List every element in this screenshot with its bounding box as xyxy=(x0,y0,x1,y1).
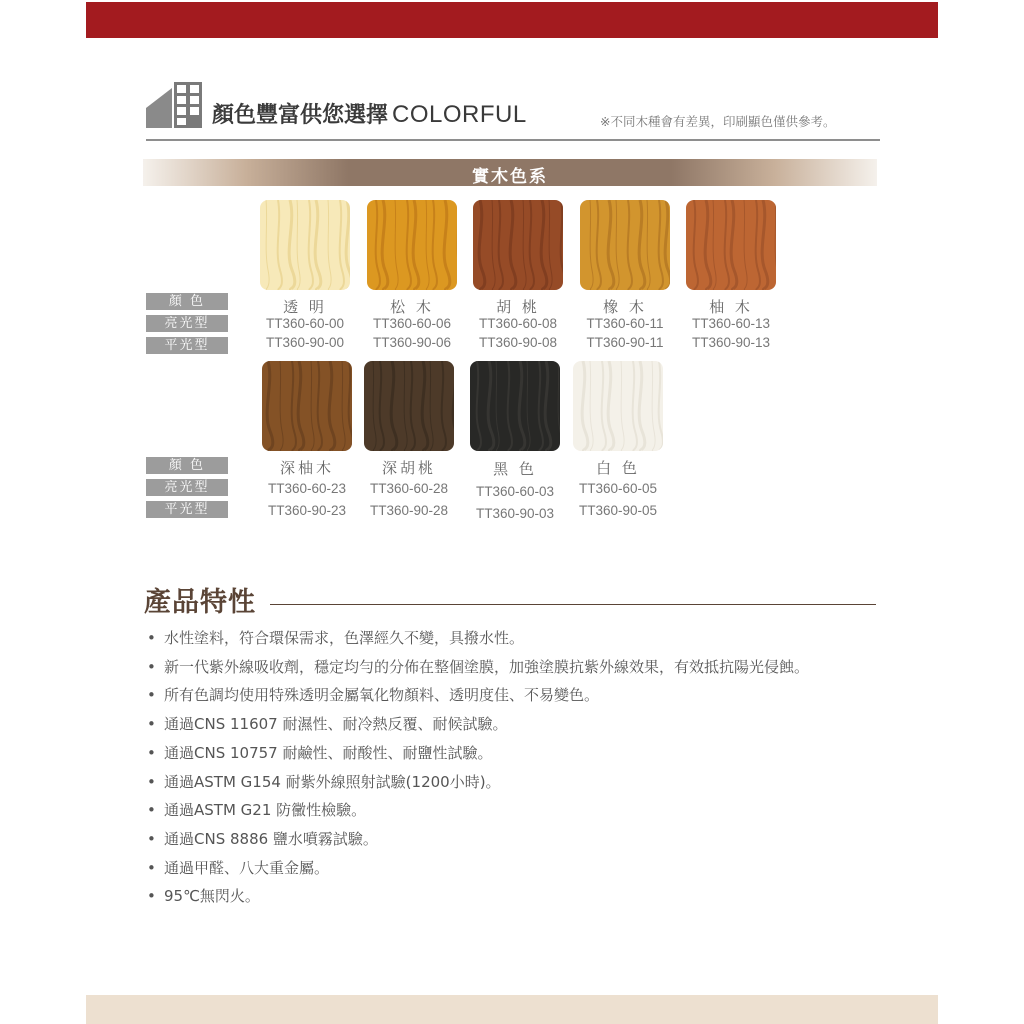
top-accent-bar xyxy=(86,2,938,38)
row1-matte-label: 平光型 xyxy=(146,337,228,354)
matte-code: TT360-90-05 xyxy=(578,503,658,518)
matte-code: TT360-90-23 xyxy=(267,503,347,518)
features-divider xyxy=(270,604,876,605)
swatch-name: 橡 木 xyxy=(603,298,647,316)
matte-code: TT360-90-06 xyxy=(372,335,452,350)
features-list xyxy=(146,624,846,911)
swatch-dark-walnut xyxy=(364,361,454,451)
gloss-code: TT360-60-28 xyxy=(369,481,449,496)
bottom-accent-bar xyxy=(86,995,938,1024)
title-divider xyxy=(146,139,880,141)
list-item: • 通過CNS 11607 耐濕性、耐冷熱反覆、耐候試驗。 xyxy=(146,710,846,739)
swatch-name: 深胡桃 xyxy=(381,459,436,477)
swatch-name: 透 明 xyxy=(283,298,327,316)
list-item: • 95℃無閃火。 xyxy=(146,882,846,911)
matte-code: TT360-90-11 xyxy=(586,335,664,350)
section-title: 實木色系 xyxy=(472,167,548,187)
color-palette-logo-icon xyxy=(146,82,202,128)
list-item: • 所有色調均使用特殊透明金屬氧化物顏料、透明度佳、不易變色。 xyxy=(146,681,846,710)
swatch-teak xyxy=(686,200,776,290)
list-item: • 水性塗料，符合環保需求，色澤經久不變，具撥水性。 xyxy=(146,624,846,653)
swatch-oak xyxy=(580,200,670,290)
row1-color-label: 顏 色 xyxy=(146,293,228,310)
list-item: • 新一代紫外線吸收劑，穩定均勻的分佈在整個塗膜，加強塗膜抗紫外線效果，有效抵抗陽光侵蝕。 xyxy=(146,653,846,682)
swatch-name: 胡 桃 xyxy=(496,298,540,316)
swatch-name: 柚 木 xyxy=(709,298,753,316)
features-title: 產品特性 xyxy=(144,587,256,618)
swatch-walnut xyxy=(473,200,563,290)
gloss-code: TT360-60-13 xyxy=(691,316,771,331)
list-item: • 通過甲醛、八大重金屬。 xyxy=(146,854,846,883)
list-item: • 通過CNS 10757 耐鹼性、耐酸性、耐鹽性試驗。 xyxy=(146,739,846,768)
section-header-band xyxy=(143,159,877,186)
matte-code: TT360-90-03 xyxy=(475,506,555,521)
gloss-code: TT360-60-03 xyxy=(475,484,555,499)
gloss-code: TT360-60-08 xyxy=(478,316,558,331)
print-color-note: ※不同木種會有差異，印刷顯色僅供參考。 xyxy=(600,114,836,129)
row2-color-label: 顏 色 xyxy=(146,457,228,474)
row2-matte-label: 平光型 xyxy=(146,501,228,518)
swatch-pine xyxy=(367,200,457,290)
swatch-black xyxy=(470,361,560,451)
swatch-name: 黑 色 xyxy=(493,460,537,478)
matte-code: TT360-90-08 xyxy=(478,335,558,350)
swatch-name: 深柚木 xyxy=(279,459,334,477)
swatch-white xyxy=(573,361,663,451)
swatch-clear xyxy=(260,200,350,290)
gloss-code: TT360-60-06 xyxy=(372,316,452,331)
gloss-code: TT360-60-05 xyxy=(578,481,658,496)
matte-code: TT360-90-13 xyxy=(691,335,771,350)
gloss-code: TT360-60-23 xyxy=(267,481,347,496)
list-item: • 通過ASTM G154 耐紫外線照射試驗(1200小時)。 xyxy=(146,768,846,797)
list-item: • 通過ASTM G21 防黴性檢驗。 xyxy=(146,796,846,825)
swatch-dark-teak xyxy=(262,361,352,451)
page-title-english: COLORFUL xyxy=(392,101,527,128)
swatch-name: 松 木 xyxy=(390,298,434,316)
row1-gloss-label: 亮光型 xyxy=(146,315,228,332)
list-item: • 通過CNS 8886 鹽水噴霧試驗。 xyxy=(146,825,846,854)
page-title-chinese: 顏色豐富供您選擇 xyxy=(212,103,389,128)
gloss-code: TT360-60-00 xyxy=(265,316,345,331)
row2-gloss-label: 亮光型 xyxy=(146,479,228,496)
matte-code: TT360-90-28 xyxy=(369,503,449,518)
page-title xyxy=(212,98,527,129)
gloss-code: TT360-60-11 xyxy=(586,316,664,331)
matte-code: TT360-90-00 xyxy=(265,335,345,350)
swatch-name: 白 色 xyxy=(596,459,640,477)
